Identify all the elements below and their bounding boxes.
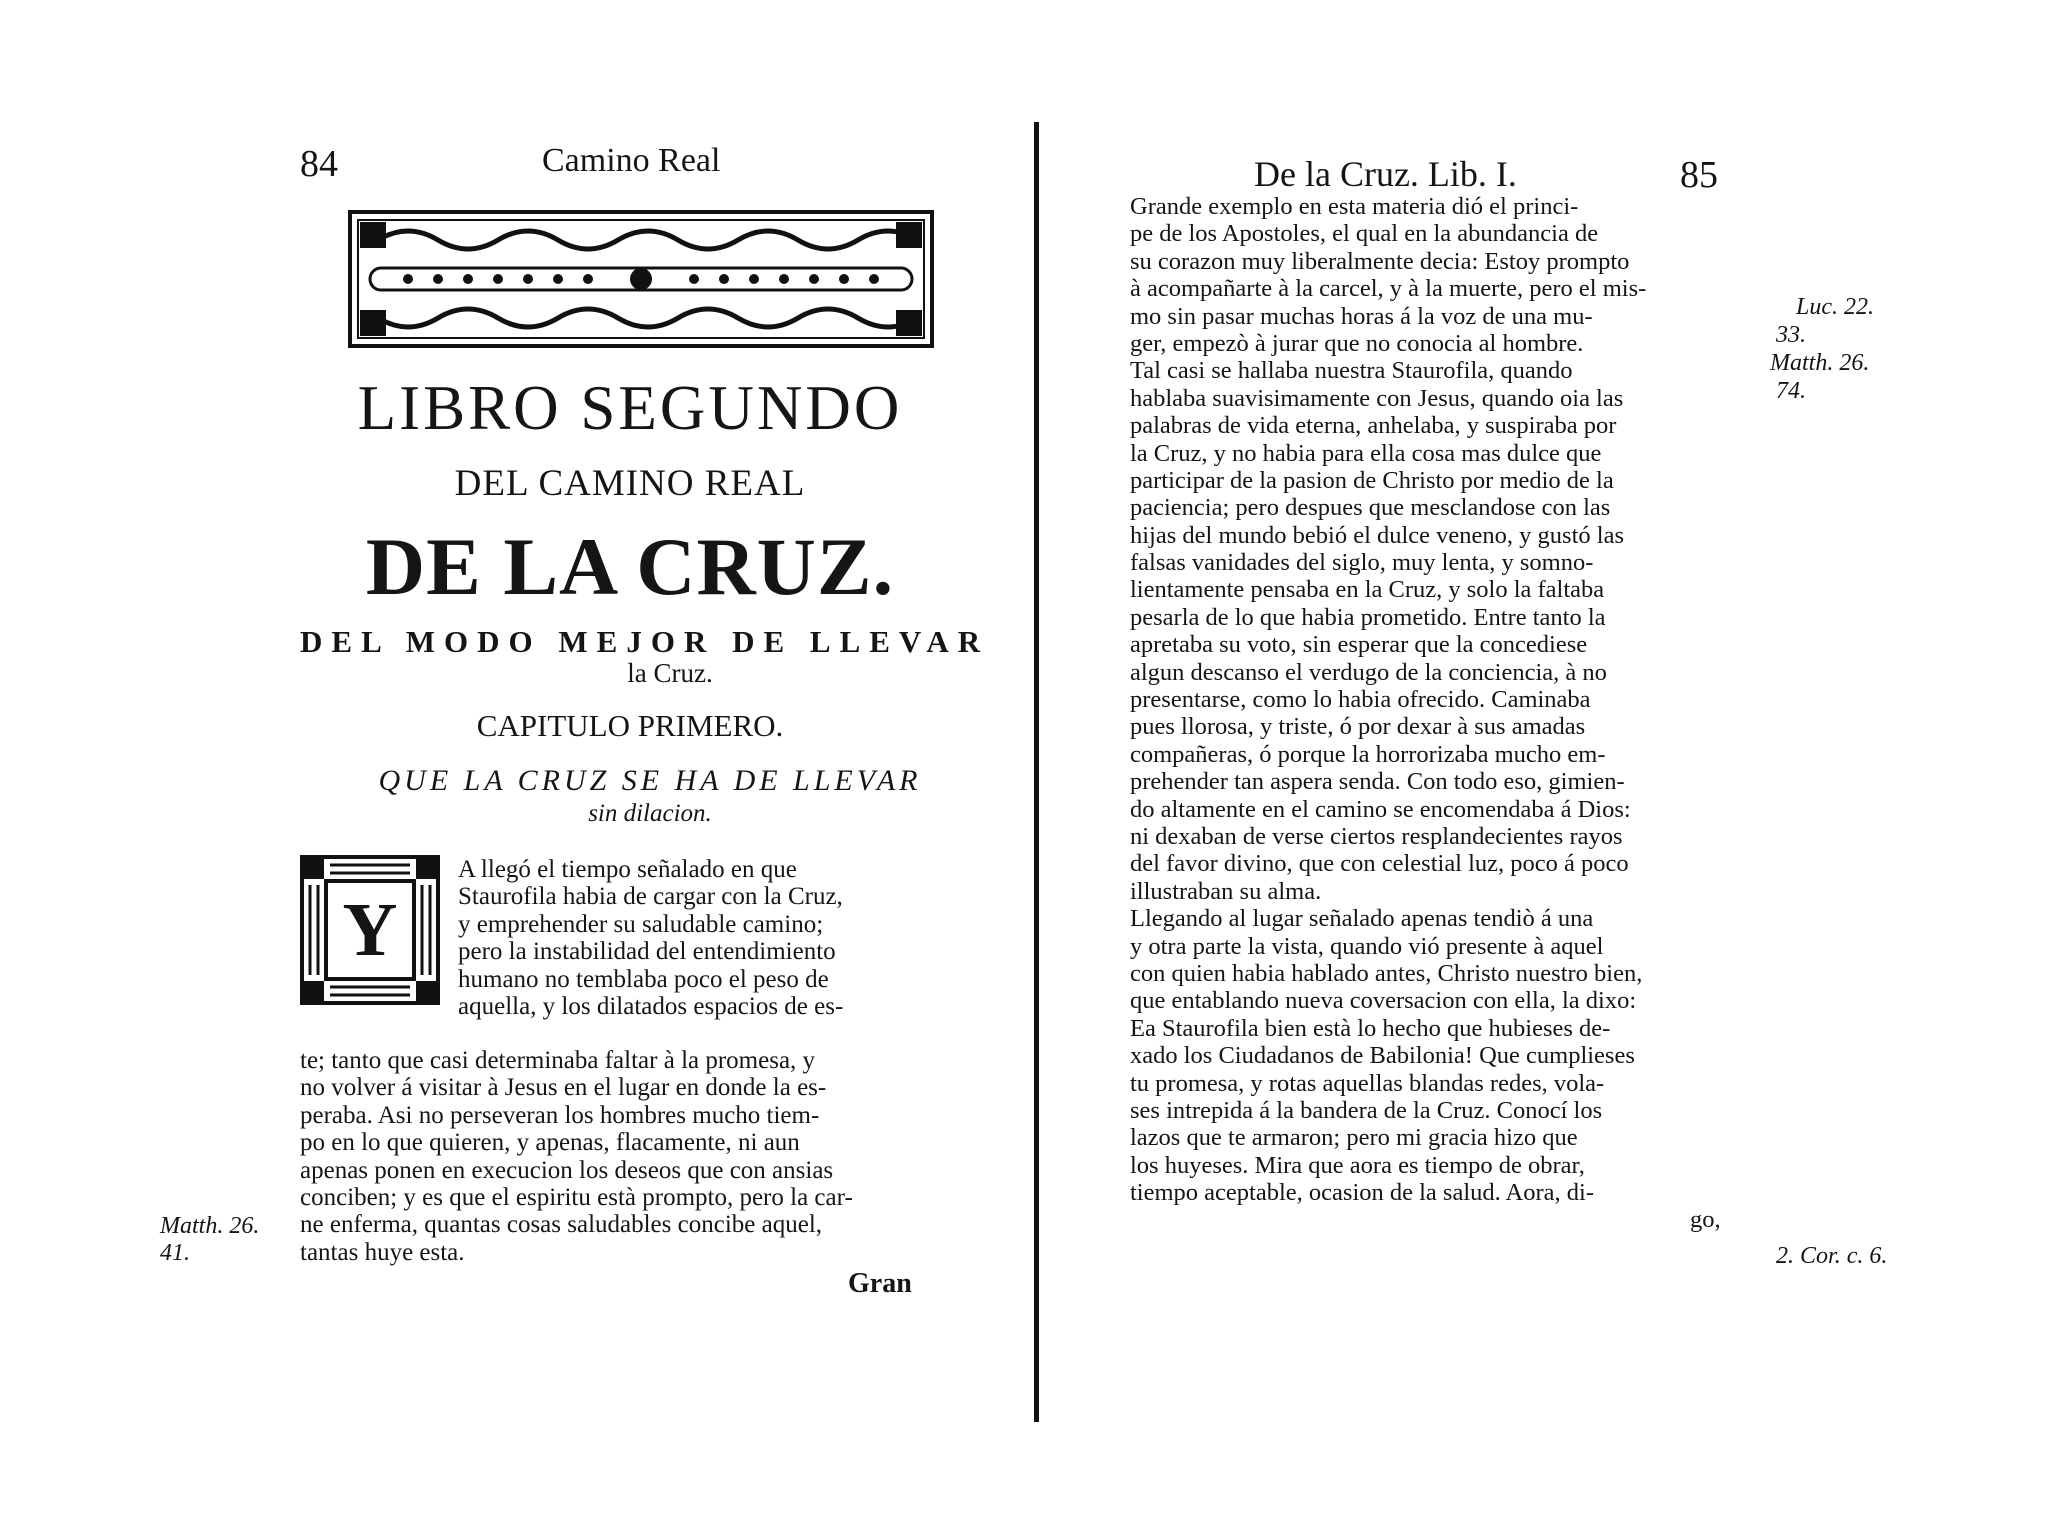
text-line: apretaba su voto, sin esperar que la concediese bbox=[1130, 631, 1588, 659]
margin-note: 74. bbox=[1776, 378, 1806, 404]
text-line: humano no temblaba poco el peso de bbox=[458, 965, 829, 993]
text-line: y emprehender su saludable camino; bbox=[458, 910, 824, 938]
text-line: tantas huye esta. bbox=[300, 1238, 465, 1266]
text-line: A llegó el tiempo señalado en que bbox=[458, 856, 797, 883]
margin-note: 41. bbox=[160, 1240, 190, 1266]
text-line: falsas vanidades del siglo, muy lenta, y somno- bbox=[1130, 549, 1594, 577]
margin-note: Matth. 26. bbox=[160, 1213, 260, 1239]
text-line: prehender tan aspera senda. Con todo eso, gimien- bbox=[1130, 768, 1625, 796]
text-line: pero la instabilidad del entendimiento bbox=[458, 938, 836, 966]
text-line: mo sin pasar muchas horas á la voz de una mu- bbox=[1130, 302, 1593, 330]
text-line: illustraban su alma. bbox=[1130, 877, 1322, 905]
gutter-line bbox=[1034, 122, 1039, 1422]
text-line: Grande exemplo en esta materia dió el princi- bbox=[1130, 193, 1579, 220]
text-line: lientamente pensaba en la Cruz, y solo la faltaba bbox=[1130, 576, 1605, 604]
text-line: à acompañarte à la carcel, y à la muerte, pero el mis- bbox=[1130, 275, 1647, 303]
text-line: del favor divino, que con celestial luz, poco á poco bbox=[1130, 850, 1629, 878]
text-line: Llegando al lugar señalado apenas tendiò á una bbox=[1130, 905, 1594, 933]
text-line: que entablando nueva coversacion con ella, la dixo: bbox=[1130, 987, 1637, 1015]
text-line: peraba. Asi no perseveran los hombres mucho tiem- bbox=[300, 1101, 820, 1129]
margin-note: Matth. 26. bbox=[1770, 350, 1870, 376]
page-number-right: 85 bbox=[1680, 154, 1718, 196]
drop-cap-letter: Y bbox=[342, 888, 398, 972]
text-line: palabras de vida eterna, anhelaba, y suspiraba por bbox=[1130, 412, 1617, 440]
text-line: su corazon muy liberalmente decia: Estoy prompto bbox=[1130, 247, 1630, 275]
running-head-left: Camino Real bbox=[542, 142, 721, 179]
section-title-line2: la Cruz. bbox=[627, 658, 713, 688]
chapter-title: QUE LA CRUZ SE HA DE LLEVAR bbox=[378, 764, 922, 797]
text-line: hijas del mundo bebió el dulce veneno, y gustó las bbox=[1130, 521, 1624, 549]
book-title-line3: DE LA CRUZ. bbox=[365, 521, 895, 612]
body-text-right bbox=[1130, 193, 1766, 1234]
text-line: pues llorosa, y triste, ó por dexar à sus amadas bbox=[1130, 713, 1586, 741]
text-line: presentarse, como lo habia ofrecido. Caminaba bbox=[1130, 686, 1591, 714]
catchword: Gran bbox=[848, 1268, 912, 1299]
text-line: po en lo que quieren, y apenas, flacamente, ni aun bbox=[300, 1129, 800, 1157]
book-title: LIBRO SEGUNDO bbox=[357, 373, 903, 443]
text-line: aquella, y los dilatados espacios de es- bbox=[458, 992, 844, 1020]
text-line: algun descanso el verdugo de la conciencia, à no bbox=[1130, 658, 1607, 686]
text-line: ne enferma, quantas cosas saludables concibe aquel, bbox=[300, 1211, 823, 1239]
text-line: y otra parte la vista, quando vió presente à aquel bbox=[1130, 932, 1604, 960]
text-line: compañeras, ó porque la horrorizaba mucho em- bbox=[1130, 740, 1606, 768]
text-line: los huyeses. Mira que aora es tiempo de obrar, bbox=[1130, 1151, 1585, 1179]
margin-note: Luc. 22. bbox=[1796, 294, 1874, 320]
drop-cap bbox=[300, 855, 440, 1005]
text-line: tu promesa, y rotas aquellas blandas redes, vola- bbox=[1130, 1069, 1605, 1097]
text-line: tiempo aceptable, ocasion de la salud. Aora, di- bbox=[1130, 1179, 1594, 1207]
text-line: no volver á visitar à Jesus en el lugar en donde la es- bbox=[300, 1074, 827, 1102]
dropcap-paragraph bbox=[458, 856, 956, 1020]
section-title: DEL MODO MEJOR DE LLEVAR bbox=[300, 624, 990, 659]
text-line: do altamente en el camino se encomendaba á Dios: bbox=[1130, 795, 1631, 823]
text-line: Ea Staurofila bien està lo hecho que hubieses de- bbox=[1130, 1014, 1611, 1042]
text-line: ni dexaban de verse ciertos resplandecientes rayos bbox=[1130, 822, 1623, 850]
text-line: apenas ponen en execucion los deseos que con ansias bbox=[300, 1156, 834, 1184]
text-line: participar de la pasion de Christo por medio de la bbox=[1130, 466, 1614, 494]
ornament-headpiece bbox=[348, 210, 934, 348]
book-title-line2: DEL CAMINO REAL bbox=[454, 463, 806, 504]
text-line: ses intrepida á la bandera de la Cruz. Conocí los bbox=[1130, 1096, 1603, 1124]
page-number-left: 84 bbox=[300, 143, 338, 185]
text-line: te; tanto que casi determinaba faltar à la promesa, y bbox=[300, 1047, 816, 1074]
text-line: pe de los Apostoles, el qual en la abundancia de bbox=[1130, 220, 1599, 248]
text-line: xado los Ciudadanos de Babilonia! Que cumplieses bbox=[1130, 1042, 1635, 1070]
text-line: Tal casi se hallaba nuestra Staurofila, quando bbox=[1130, 357, 1573, 385]
text-line: pesarla de lo que habia prometido. Entre tanto la bbox=[1130, 603, 1606, 631]
chapter-heading: CAPITULO PRIMERO. bbox=[476, 708, 784, 743]
text-line: con quien habia hablado antes, Christo nuestro bien, bbox=[1130, 959, 1643, 987]
text-line: lazos que te armaron; pero mi gracia hizo que bbox=[1130, 1124, 1578, 1152]
body-paragraph bbox=[300, 1047, 956, 1266]
text-line: paciencia; pero despues que mesclandose con las bbox=[1130, 494, 1611, 522]
text-line: la Cruz, y no habia para ella cosa mas dulce que bbox=[1130, 439, 1602, 467]
margin-note: 2. Cor. c. 6. bbox=[1776, 1243, 1888, 1269]
chapter-title-line2: sin dilacion. bbox=[588, 800, 712, 827]
margin-note: 33. bbox=[1776, 322, 1806, 348]
text-line: hablaba suavisimamente con Jesus, quando oia las bbox=[1130, 384, 1624, 412]
text-line: Staurofila habia de cargar con la Cruz, bbox=[458, 883, 843, 911]
text-line: conciben; y es que el espiritu està prompto, pero la car- bbox=[300, 1183, 853, 1211]
text-line: ger, empezò à jurar que no conocia al hombre. bbox=[1130, 329, 1584, 357]
catchword-right: go, bbox=[1690, 1206, 1721, 1234]
running-head-right: De la Cruz. Lib. I. bbox=[1254, 154, 1517, 194]
